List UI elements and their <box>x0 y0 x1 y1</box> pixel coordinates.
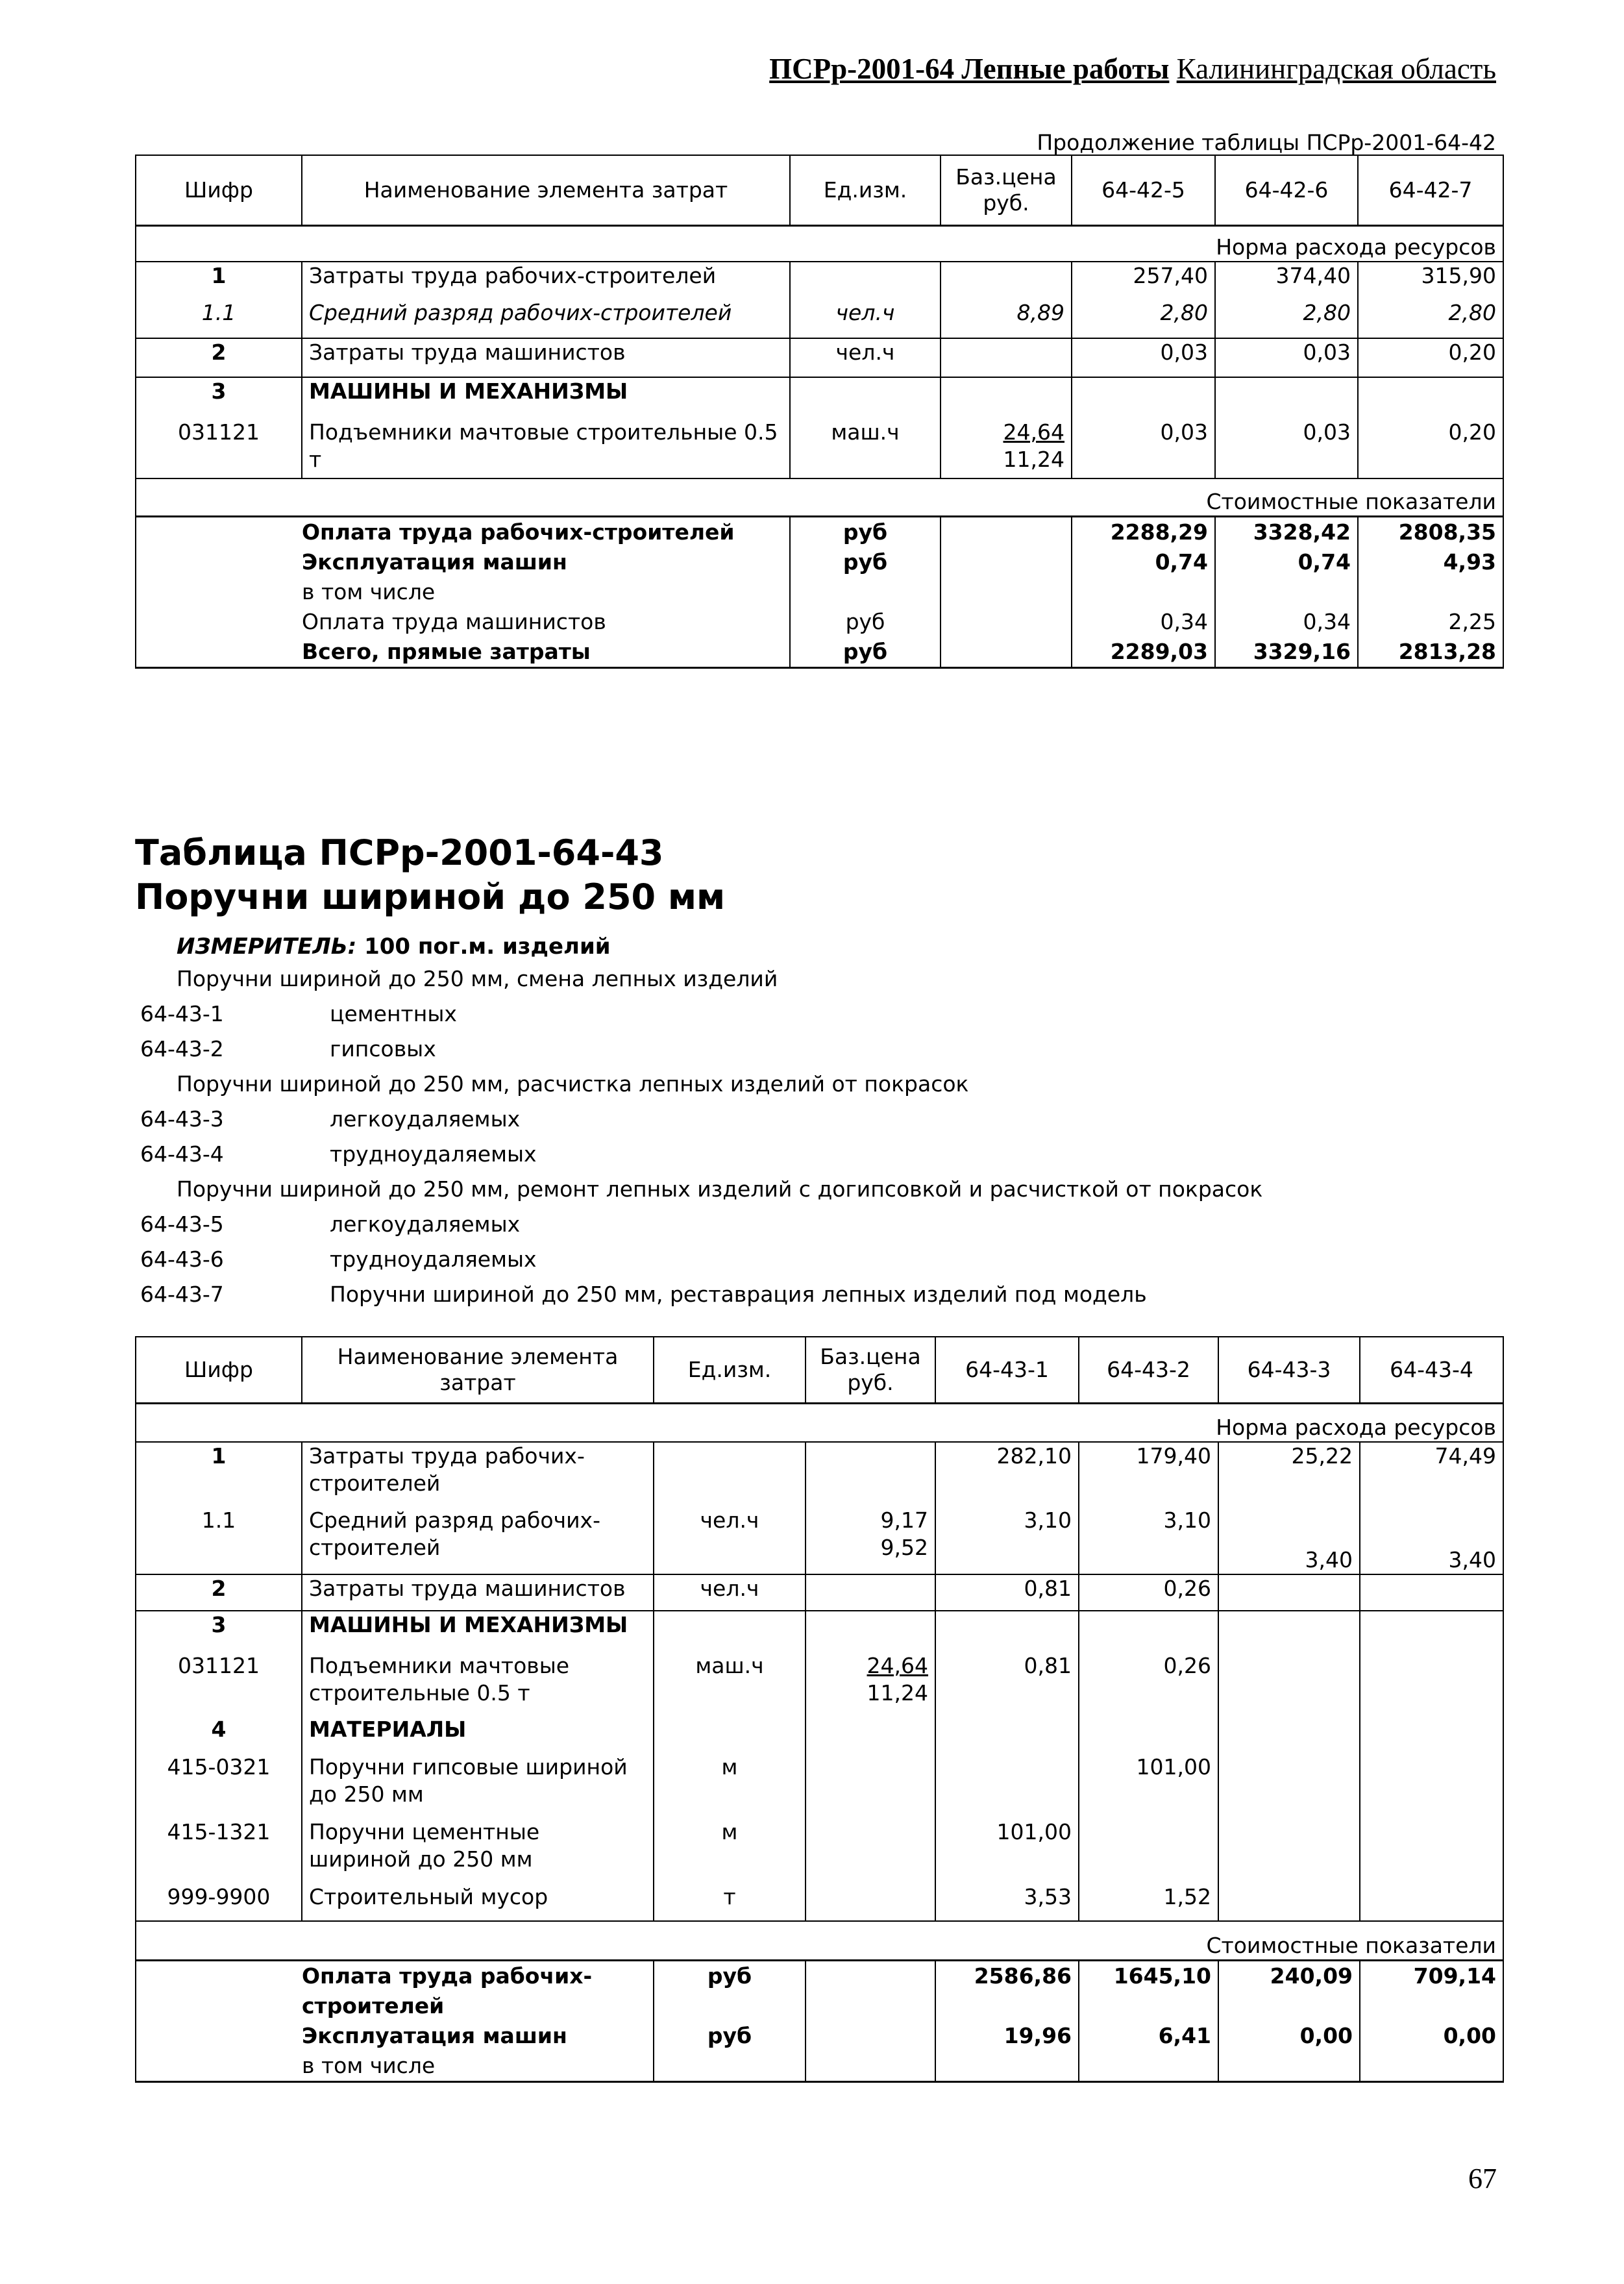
page-number: 67 <box>1468 2163 1497 2194</box>
list-item: Поручни шириной до 250 мм, расчистка лепных изделий от покрасок <box>177 1071 969 1097</box>
table-row: 415-1321 Поручни цементные шириной до 250 мм м 101,00 <box>136 1819 1503 1883</box>
col-header-price: Баз.цена руб. <box>941 155 1072 225</box>
list-item: трудноудаляемых <box>330 1247 537 1272</box>
col-header-norm-1: 64-43-1 <box>935 1337 1079 1403</box>
list-item-code: 64-43-7 <box>140 1282 224 1307</box>
col-header-norm-2: 64-43-2 <box>1079 1337 1218 1403</box>
col-header-name: Наименование элемента затрат <box>302 1337 654 1403</box>
list-item-code: 64-43-4 <box>140 1141 224 1167</box>
table-subtitle: Поручни шириной до 250 мм <box>135 876 726 917</box>
table-continuation-label: Продолжение таблицы ПСРр-2001-64-42 <box>1037 130 1496 155</box>
cost-row: в том числе <box>136 2051 1503 2082</box>
measure-value: 100 пог.м. изделий <box>364 934 611 960</box>
header-code: ПСРр-2001-64 Лепные работы <box>769 53 1170 85</box>
cost-row: Оплата труда машинистов руб 0,34 0,34 2,25 <box>136 607 1503 637</box>
list-item: легкоудаляемых <box>330 1106 521 1132</box>
table-row: 4 МАТЕРИАЛЫ <box>136 1716 1503 1754</box>
list-item: гипсовых <box>330 1036 436 1061</box>
list-item-code: 64-43-3 <box>140 1106 224 1132</box>
table-row: 415-0321 Поручни гипсовые шириной до 250 мм м 101,00 <box>136 1754 1503 1819</box>
section-norm-label: Норма расхода ресурсов <box>136 1403 1503 1442</box>
table-row: 1 Затраты труда рабочих-строителей 257,40 374,40 315,90 <box>136 262 1503 299</box>
list-item-code: 64-43-1 <box>140 1001 224 1026</box>
list-item: цементных <box>330 1001 457 1026</box>
measure-label: ИЗМЕРИТЕЛЬ: <box>177 934 357 960</box>
list-item: легкоудаляемых <box>330 1211 521 1237</box>
list-item-code: 64-43-6 <box>140 1247 224 1272</box>
table-row: 3 МАШИНЫ И МЕХАНИЗМЫ <box>136 377 1503 419</box>
cost-row: Эксплуатация машин руб 0,74 0,74 4,93 <box>136 547 1503 577</box>
section-cost-label: Стоимостные показатели <box>136 1921 1503 1960</box>
col-header-norm-2: 64-42-6 <box>1215 155 1358 225</box>
table-row: 1.1 Средний разряд рабочих-строителей чел.ч 8,89 2,80 2,80 2,80 <box>136 299 1503 338</box>
table-row: 1.1 Средний разряд рабочих-строителей чел.ч 9,17 9,52 3,10 3,10 3,40 3,40 <box>136 1507 1503 1574</box>
running-header <box>0 52 1496 86</box>
cost-row: Эксплуатация машин руб 19,96 6,41 0,00 0,00 <box>136 2021 1503 2051</box>
cost-row: Оплата труда рабочих-строителей руб 2586,86 1645,10 240,09 709,14 <box>136 1960 1503 2021</box>
section-cost-label: Стоимостные показатели <box>136 478 1503 516</box>
section-norm-label: Норма расхода ресурсов <box>136 225 1503 262</box>
table-row: 2 Затраты труда машинистов чел.ч 0,81 0,26 <box>136 1574 1503 1611</box>
col-header-norm-3: 64-42-7 <box>1358 155 1503 225</box>
col-header-name: Наименование элемента затрат <box>302 155 790 225</box>
table-title: Таблица ПСРр-2001-64-43 <box>135 832 664 873</box>
col-header-price: Баз.цена руб. <box>806 1337 935 1403</box>
col-header-norm-3: 64-43-3 <box>1218 1337 1360 1403</box>
cost-row: в том числе <box>136 577 1503 607</box>
col-header-norm-1: 64-42-5 <box>1072 155 1215 225</box>
list-item: Поручни шириной до 250 мм, реставрация лепных изделий под модель <box>330 1282 1147 1307</box>
table-row: 2 Затраты труда машинистов чел.ч 0,03 0,03 0,20 <box>136 338 1503 377</box>
list-item: трудноудаляемых <box>330 1141 537 1167</box>
table-row: 1 Затраты труда рабочих-строителей 282,10 179,40 25,22 74,49 <box>136 1442 1503 1507</box>
list-item-code: 64-43-5 <box>140 1211 224 1237</box>
list-item: Поручни шириной до 250 мм, ремонт лепных изделий с догипсовкой и расчисткой от покрасок <box>177 1176 1263 1202</box>
cost-row: Оплата труда рабочих-строителей руб 2288,29 3328,42 2808,35 <box>136 516 1503 547</box>
col-header-unit: Ед.изм. <box>790 155 941 225</box>
resource-table-64-43 <box>135 1336 1504 2083</box>
cost-row: Всего, прямые затраты руб 2289,03 3329,16 2813,28 <box>136 637 1503 668</box>
col-header-code: Шифр <box>136 1337 302 1403</box>
table-row: 999-9900 Строительный мусор т 3,53 1,52 <box>136 1883 1503 1921</box>
col-header-norm-4: 64-43-4 <box>1360 1337 1503 1403</box>
resource-table-64-42 <box>135 155 1504 669</box>
header-region: Калининградская область <box>1176 53 1496 85</box>
list-item: Поручни шириной до 250 мм, смена лепных изделий <box>177 966 778 991</box>
table-row: 3 МАШИНЫ И МЕХАНИЗМЫ <box>136 1611 1503 1652</box>
col-header-unit: Ед.изм. <box>654 1337 806 1403</box>
measure-line <box>177 934 611 960</box>
col-header-code: Шифр <box>136 155 302 225</box>
table-row: 031121 Подъемники мачтовые строительные 0.5 т маш.ч 24,64 11,24 0,03 0,03 0,20 <box>136 419 1503 478</box>
list-item-code: 64-43-2 <box>140 1036 224 1061</box>
table-row: 031121 Подъемники мачтовые строительные 0.5 т маш.ч 24,64 11,24 0,81 0,26 <box>136 1652 1503 1716</box>
